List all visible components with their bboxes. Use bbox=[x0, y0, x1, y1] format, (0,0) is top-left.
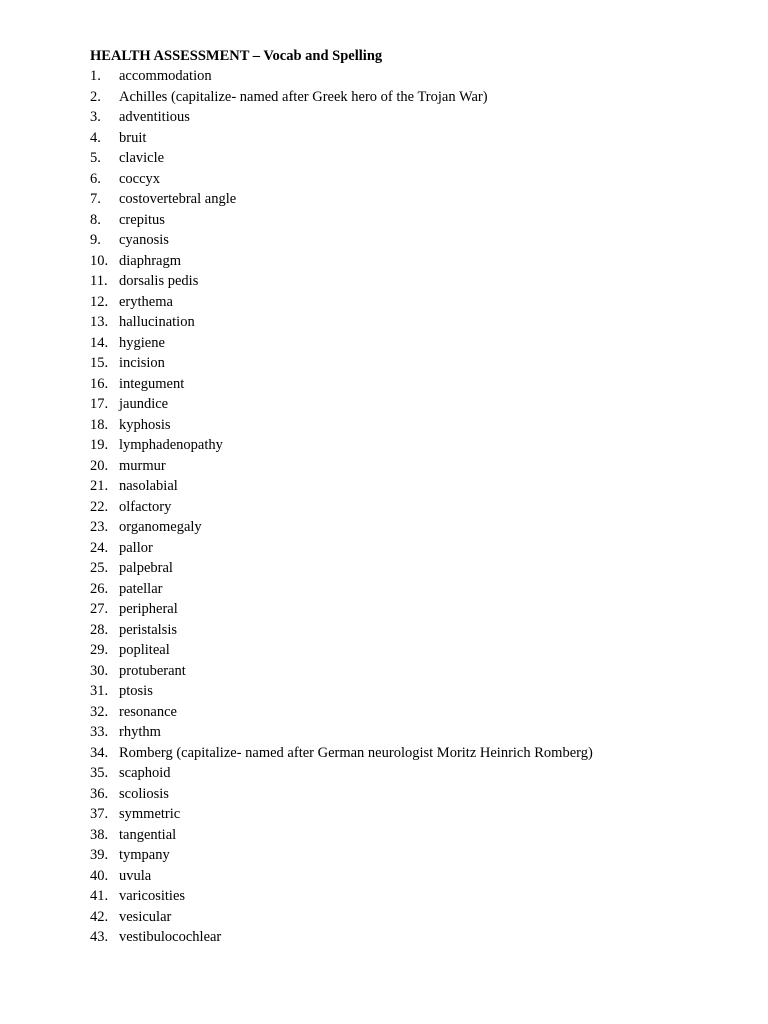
list-item-number: 10. bbox=[90, 252, 109, 269]
list-item-number: 8. bbox=[90, 211, 101, 228]
list-item bbox=[90, 743, 730, 764]
list-item-number: 13. bbox=[90, 314, 109, 330]
list-item-term: coccyx bbox=[119, 170, 161, 187]
list-item-term: protuberant bbox=[119, 662, 186, 679]
list-item-number: 20. bbox=[90, 457, 109, 474]
list-item-number: 4. bbox=[90, 129, 101, 146]
list-item-number: 43. bbox=[90, 929, 109, 945]
list-item bbox=[90, 661, 730, 682]
list-item-term: cyanosis bbox=[119, 232, 169, 248]
list-item-number: 14. bbox=[90, 334, 109, 351]
list-item bbox=[90, 558, 730, 579]
list-item-number: 34. bbox=[90, 744, 109, 761]
list-item-number: 30. bbox=[90, 662, 109, 679]
list-item-number: 3. bbox=[90, 109, 101, 125]
list-item bbox=[90, 845, 730, 866]
list-item-term: tympany bbox=[119, 847, 170, 863]
list-item bbox=[90, 394, 730, 415]
list-item-number: 21. bbox=[90, 478, 109, 494]
list-item-term: ptosis bbox=[119, 683, 153, 699]
list-item-term: pallor bbox=[119, 539, 153, 556]
list-item-term: jaundice bbox=[119, 396, 169, 412]
list-item-number: 1. bbox=[90, 68, 101, 84]
list-item bbox=[90, 312, 730, 333]
list-item bbox=[90, 866, 730, 887]
list-item bbox=[90, 722, 730, 743]
list-item-number: 7. bbox=[90, 191, 101, 207]
list-item-number: 19. bbox=[90, 437, 109, 453]
list-item bbox=[90, 763, 730, 784]
list-item-number: 31. bbox=[90, 683, 109, 699]
list-item-term: Achilles (capitalize- named after Greek hero of the Trojan War) bbox=[119, 88, 488, 105]
list-item bbox=[90, 148, 730, 169]
list-item bbox=[90, 476, 730, 497]
list-item bbox=[90, 599, 730, 620]
list-item-term: scoliosis bbox=[119, 785, 169, 802]
list-item-number: 38. bbox=[90, 826, 109, 843]
list-item bbox=[90, 292, 730, 313]
list-item-number: 5. bbox=[90, 150, 101, 166]
list-item-term: rhythm bbox=[119, 724, 161, 740]
list-item bbox=[90, 415, 730, 436]
list-item bbox=[90, 333, 730, 354]
list-item bbox=[90, 702, 730, 723]
list-item bbox=[90, 927, 730, 948]
list-item-number: 27. bbox=[90, 601, 109, 617]
list-item-term: incision bbox=[119, 355, 165, 371]
list-item-term: murmur bbox=[119, 457, 166, 474]
list-item bbox=[90, 230, 730, 251]
list-item-term: organomegaly bbox=[119, 519, 202, 535]
list-item-term: peripheral bbox=[119, 601, 178, 617]
list-item bbox=[90, 189, 730, 210]
list-item-number: 29. bbox=[90, 642, 109, 658]
list-item-number: 32. bbox=[90, 703, 109, 720]
list-item-term: palpebral bbox=[119, 560, 173, 576]
list-item-term: Romberg (capitalize- named after German neurologist Moritz Heinrich Romberg) bbox=[119, 744, 593, 761]
list-item-number: 18. bbox=[90, 416, 109, 433]
list-item-term: adventitious bbox=[119, 109, 190, 125]
list-item bbox=[90, 620, 730, 641]
list-item-term: diaphragm bbox=[119, 252, 182, 269]
list-item bbox=[90, 907, 730, 928]
list-item-number: 33. bbox=[90, 724, 109, 740]
list-item bbox=[90, 804, 730, 825]
list-item bbox=[90, 374, 730, 395]
list-item bbox=[90, 87, 730, 108]
list-item-number: 28. bbox=[90, 621, 109, 638]
list-item bbox=[90, 579, 730, 600]
list-item-number: 2. bbox=[90, 88, 101, 105]
list-item-term: resonance bbox=[119, 703, 177, 720]
list-item-number: 36. bbox=[90, 785, 109, 802]
list-item bbox=[90, 517, 730, 538]
list-item-term: clavicle bbox=[119, 150, 165, 166]
list-item bbox=[90, 107, 730, 128]
list-item-term: nasolabial bbox=[119, 478, 178, 494]
document-title: HEALTH ASSESSMENT – Vocab and Spelling bbox=[90, 48, 383, 64]
list-item bbox=[90, 497, 730, 518]
list-item bbox=[90, 886, 730, 907]
list-item-term: hygiene bbox=[119, 334, 165, 351]
list-item-term: vestibulocochlear bbox=[119, 929, 222, 945]
list-item bbox=[90, 825, 730, 846]
list-item bbox=[90, 640, 730, 661]
list-item-number: 23. bbox=[90, 519, 109, 535]
list-item-term: integument bbox=[119, 375, 185, 392]
list-item-number: 25. bbox=[90, 560, 109, 576]
list-item-number: 40. bbox=[90, 867, 109, 884]
list-item-term: vesicular bbox=[119, 908, 172, 925]
list-item-number: 15. bbox=[90, 355, 109, 371]
list-item-number: 6. bbox=[90, 170, 101, 187]
list-item-number: 39. bbox=[90, 847, 109, 863]
list-item bbox=[90, 210, 730, 231]
list-item bbox=[90, 353, 730, 374]
list-item bbox=[90, 128, 730, 149]
list-item-number: 42. bbox=[90, 908, 109, 925]
list-item-number: 35. bbox=[90, 765, 109, 781]
list-item-term: patellar bbox=[119, 580, 163, 597]
list-item-term: costovertebral angle bbox=[119, 191, 237, 207]
list-item-term: bruit bbox=[119, 129, 147, 146]
list-item-term: hallucination bbox=[119, 314, 195, 330]
list-item-number: 22. bbox=[90, 498, 109, 515]
list-item-term: tangential bbox=[119, 826, 177, 843]
list-item-term: accommodation bbox=[119, 68, 212, 84]
list-item bbox=[90, 435, 730, 456]
list-item-term: peristalsis bbox=[119, 621, 177, 638]
list-item-term: scaphoid bbox=[119, 765, 171, 781]
list-item bbox=[90, 251, 730, 272]
list-item-number: 9. bbox=[90, 232, 101, 248]
list-item-term: varicosities bbox=[119, 888, 186, 904]
list-item-number: 17. bbox=[90, 396, 109, 412]
list-item bbox=[90, 271, 730, 292]
list-item-number: 41. bbox=[90, 888, 109, 904]
list-item-term: popliteal bbox=[119, 642, 170, 658]
list-item-number: 37. bbox=[90, 806, 109, 822]
document-page bbox=[90, 46, 730, 948]
list-item-term: lymphadenopathy bbox=[119, 437, 223, 453]
list-item-term: dorsalis pedis bbox=[119, 273, 199, 289]
list-item-term: crepitus bbox=[119, 211, 165, 228]
list-item-term: uvula bbox=[119, 867, 152, 884]
list-item-term: olfactory bbox=[119, 498, 172, 515]
list-item-number: 24. bbox=[90, 539, 109, 556]
list-item-term: erythema bbox=[119, 293, 173, 310]
list-item-term: kyphosis bbox=[119, 416, 171, 433]
list-item bbox=[90, 681, 730, 702]
list-item-term: symmetric bbox=[119, 806, 181, 822]
list-item-number: 12. bbox=[90, 293, 109, 310]
list-item-number: 26. bbox=[90, 580, 109, 597]
list-item bbox=[90, 456, 730, 477]
list-item-number: 16. bbox=[90, 375, 109, 392]
vocab-list bbox=[90, 66, 730, 948]
list-item-number: 11. bbox=[90, 273, 108, 289]
list-item bbox=[90, 66, 730, 87]
list-item bbox=[90, 784, 730, 805]
list-item bbox=[90, 538, 730, 559]
list-item bbox=[90, 169, 730, 190]
